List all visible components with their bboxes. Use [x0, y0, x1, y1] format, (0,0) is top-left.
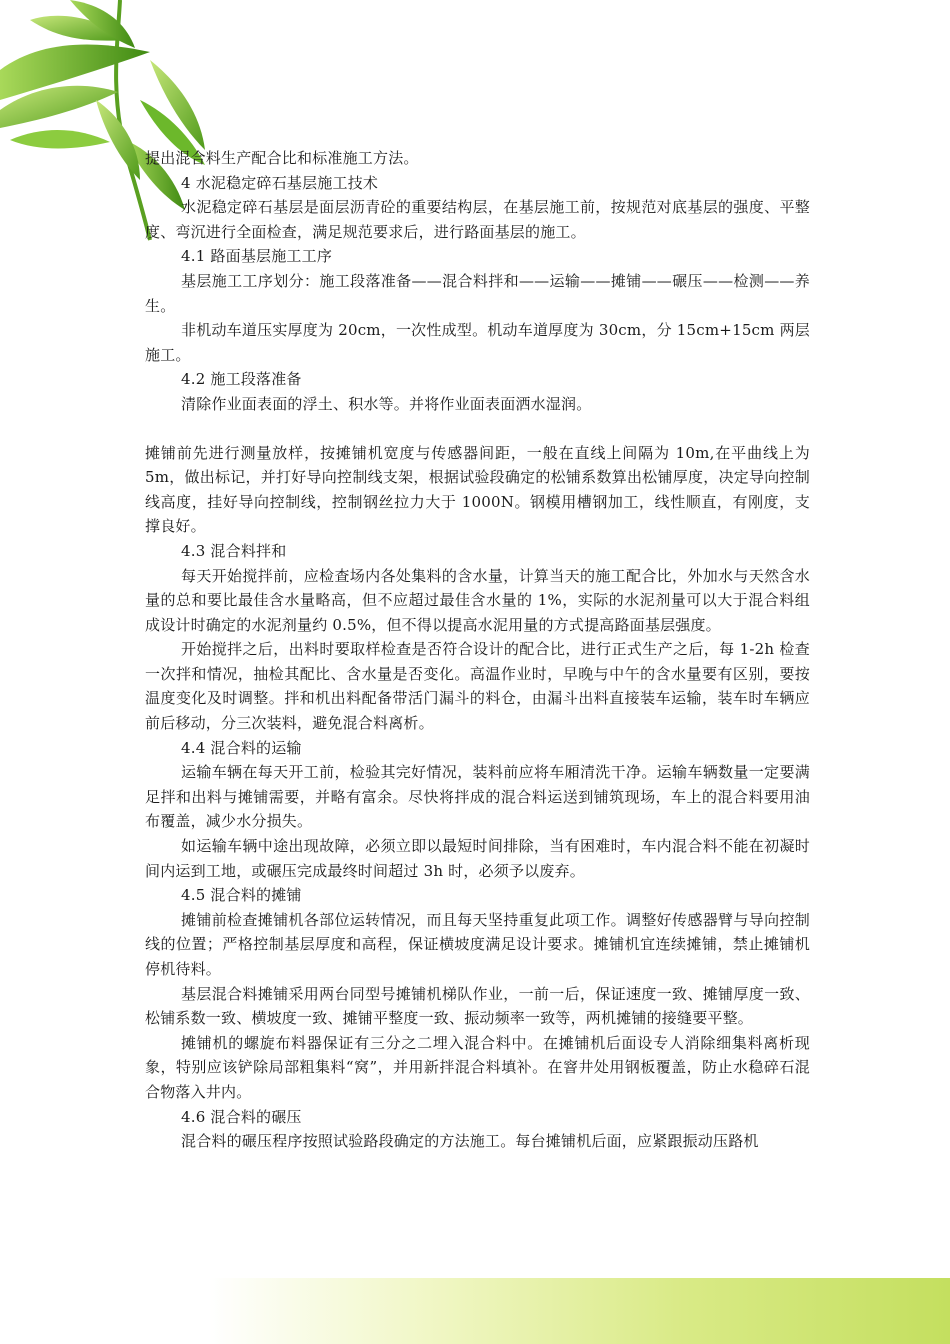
paragraph: 如运输车辆中途出现故障，必须立即以最短时间排除，当有困难时，车内混合料不能在初凝时间内运到工地，或碾压完成最终时间超过 3h 时，必须予以废弃。 — [145, 837, 810, 880]
paragraph: 清除作业面表面的浮土、积水等。并将作业面表面洒水湿润。 — [181, 394, 592, 413]
paragraph: 开始搅拌之后，出料时要取样检查是否符合设计的配合比，进行正式生产之后，每 1-2h 检查一次拌和情况，抽检其配比、含水量是否变化。高温作业时，早晚与中午的含水量要有区别，要按温度变化及时调整。拌和机出料配备带活门漏斗的料仓，由漏斗出料直接装车运输，装车时车辆应前后移动，分三次装料，避免混合料离析。 — [145, 640, 810, 733]
document-body — [145, 146, 810, 1154]
paragraph: 非机动车道压实厚度为 20cm，一次性成型。机动车道厚度为 30cm，分 15cm+15cm 两层施工。 — [145, 321, 810, 364]
paragraph: 摊铺前先进行测量放样，按摊铺机宽度与传感器间距，一般在直线上间隔为 10m,在平曲线上为 5m，做出标记，并打好导向控制线支架，根据试验段确定的松铺系数算出松铺厚度，决定导向控制线高度，挂好导向控制线，控制钢丝拉力大于 1000N。钢模用槽钢加工，线性顺直，有刚度，支撑良好。 — [145, 443, 810, 536]
paragraph: 混合料的碾压程序按照试验路段确定的方法施工。每台摊铺机后面，应紧跟振动压路机 — [181, 1132, 759, 1151]
blank-line — [145, 417, 810, 441]
paragraph: 摊铺机的螺旋布料器保证有三分之二埋入混合料中。在摊铺机后面设专人消除细集料离析现象，特别应该铲除局部粗集料“窝”，并用新拌混合料填补。在窨井处用钢板覆盖，防止水稳碎石混合物落入井内。 — [145, 1033, 810, 1101]
paragraph: 运输车辆在每天开工前，检验其完好情况，装料前应将车厢清洗干净。运输车辆数量一定要满足拌和出料与摊铺需要，并略有富余。尽快将拌成的混合料运送到铺筑现场，车上的混合料要用油布覆盖，减少水分损失。 — [145, 763, 810, 831]
section-heading: 4.5 混合料的摊铺 — [181, 886, 302, 905]
section-heading: 4.1 路面基层施工工序 — [181, 247, 333, 266]
paragraph: 摊铺前检查摊铺机各部位运转情况，而且每天坚持重复此项工作。调整好传感器臂与导向控制线的位置；严格控制基层厚度和高程，保证横坡度满足设计要求。摊铺机宜连续摊铺，禁止摊铺机停机待料。 — [145, 910, 810, 978]
paragraph: 每天开始搅拌前，应检查场内各处集料的含水量，计算当天的施工配合比，外加水与天然含水量的总和要比最佳含水量略高，但不应超过最佳含水量的 1%，实际的水泥剂量可以大于混合料组成设计时确定的水泥剂量约 0.5%，但不得以提高水泥用量的方式提高路面基层强度。 — [145, 566, 810, 634]
paragraph: 基层混合料摊铺采用两台同型号摊铺机梯队作业，一前一后，保证速度一致、摊铺厚度一致、松铺系数一致、横坡度一致、摊铺平整度一致、振动频率一致等，两机摊铺的接缝要平整。 — [145, 984, 810, 1028]
paragraph: 基层施工工序划分：施工段落准备——混合料拌和——运输——摊铺——碾压——检测——养生。 — [145, 271, 810, 315]
paragraph: 水泥稳定碎石基层是面层沥青砼的重要结构层，在基层施工前，按规范对底基层的强度、平整度、弯沉进行全面检查，满足规范要求后，进行路面基层的施工。 — [145, 198, 810, 241]
section-heading: 4.6 混合料的碾压 — [181, 1107, 302, 1126]
section-heading: 4.4 混合料的运输 — [181, 738, 302, 757]
paragraph: 提出混合料生产配合比和标准施工方法。 — [145, 149, 419, 167]
section-heading: 4.3 混合料拌和 — [181, 541, 287, 560]
section-heading: 4.2 施工段落准备 — [181, 370, 302, 389]
section-heading: 4 水泥稳定碎石基层施工技术 — [181, 173, 379, 192]
footer-gradient-bar — [0, 1278, 950, 1344]
